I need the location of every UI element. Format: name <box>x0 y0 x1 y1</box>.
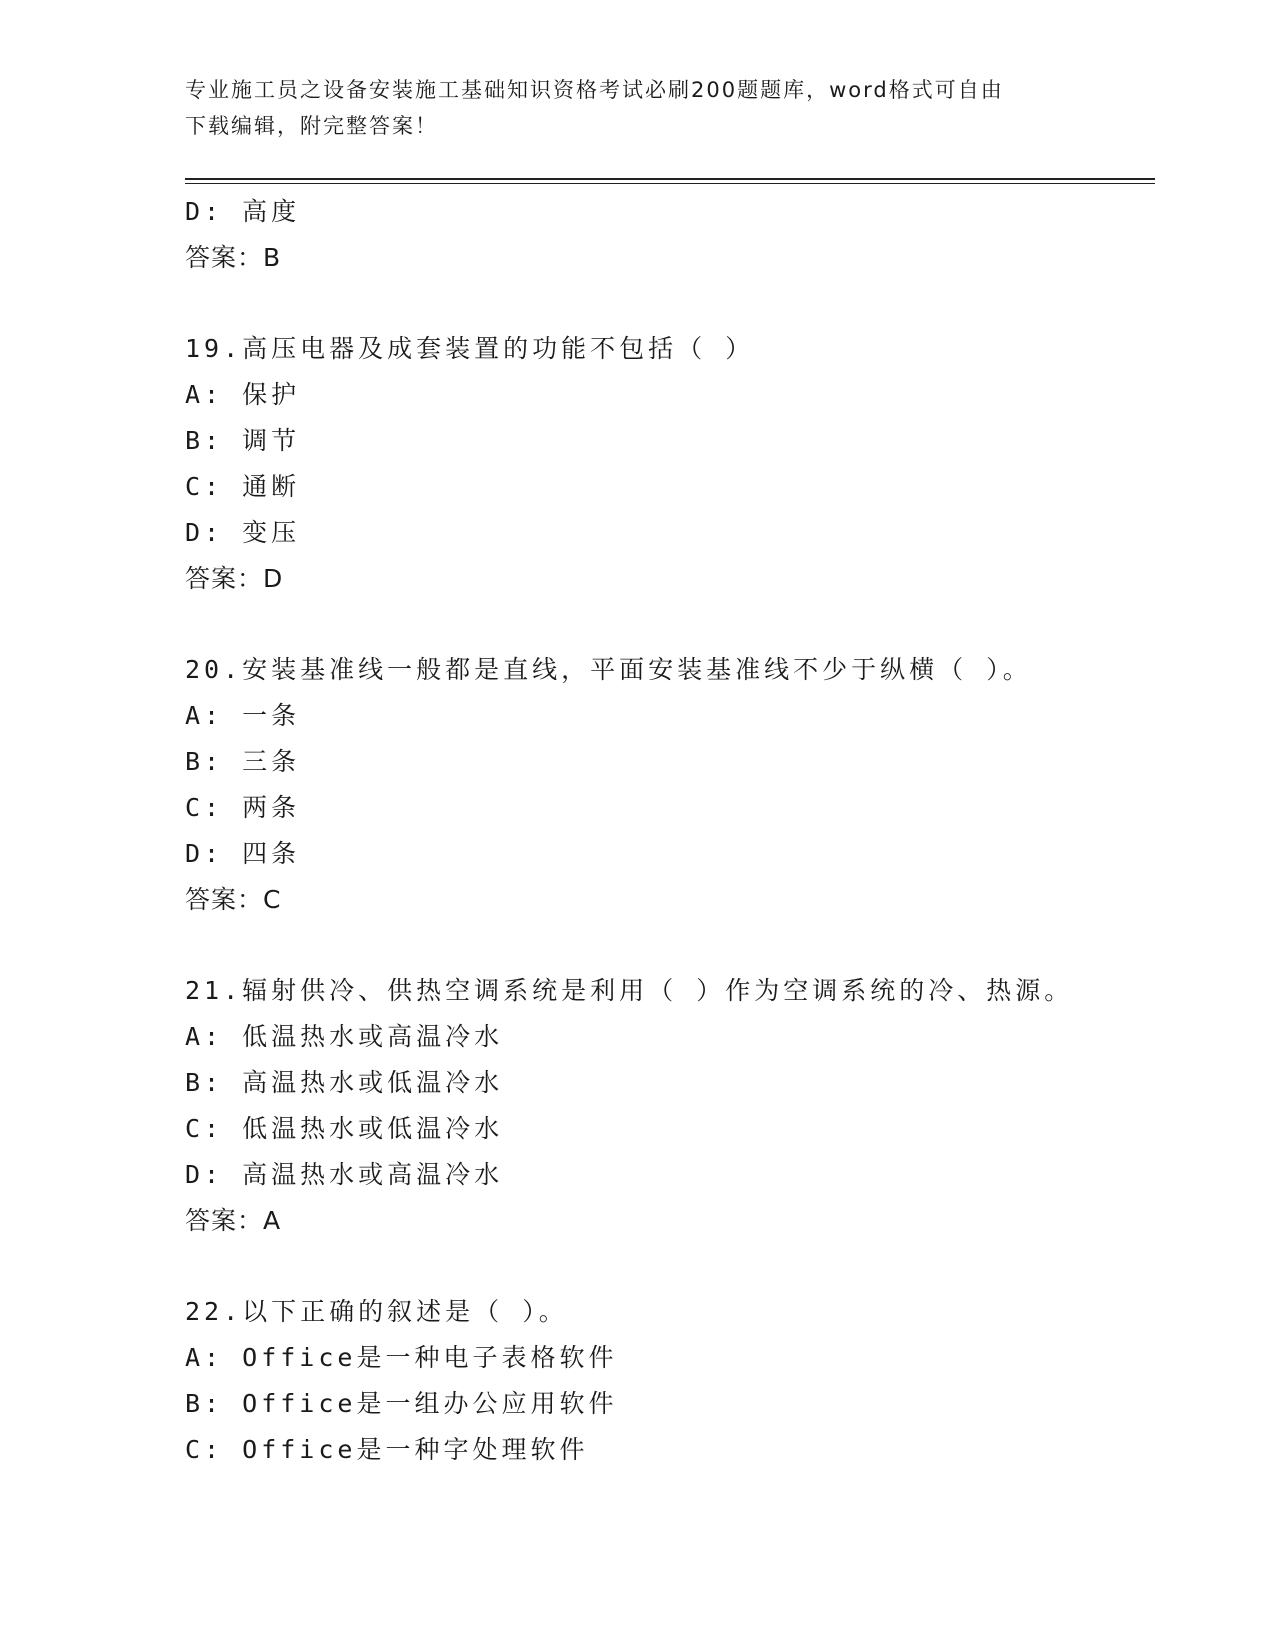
option-a: A: 低温热水或高温冷水 <box>185 1022 504 1051</box>
option-c: C: 两条 <box>185 793 301 822</box>
previous-question-option-d: D: 高度 <box>185 197 301 226</box>
option-d: D: 变压 <box>185 518 301 547</box>
question-stem: 21.辐射供冷、供热空调系统是利用（ ）作为空调系统的冷、热源。 <box>185 976 1074 1005</box>
header-divider-thick <box>185 178 1155 180</box>
header-divider-thin <box>185 183 1155 184</box>
document-header <box>185 72 1085 144</box>
option-a: A: 一条 <box>185 701 301 730</box>
option-b: B: 调节 <box>185 426 301 455</box>
answer: 答案：D <box>185 564 284 593</box>
option-c: C: 通断 <box>185 472 301 501</box>
question-gap <box>185 281 1145 326</box>
option-a: A: Office是一种电子表格软件 <box>185 1343 618 1372</box>
header-title-line-1: 专业施工员之设备安装施工基础知识资格考试必刷200题题库，word格式可自由 <box>185 78 1004 102</box>
option-b: B: 三条 <box>185 747 301 776</box>
option-b: B: Office是一组办公应用软件 <box>185 1389 618 1418</box>
question-22 <box>185 1289 1145 1473</box>
question-21 <box>185 968 1145 1289</box>
option-a: A: 保护 <box>185 380 301 409</box>
question-gap <box>185 923 1145 968</box>
question-gap <box>185 1244 1145 1289</box>
answer: 答案：C <box>185 885 282 914</box>
option-d: D: 高温热水或高温冷水 <box>185 1160 504 1189</box>
question-stem: 22.以下正确的叙述是（ ）。 <box>185 1297 568 1326</box>
header-title-line-2: 下载编辑，附完整答案！ <box>185 114 438 138</box>
question-20 <box>185 647 1145 968</box>
question-stem: 19.高压电器及成套装置的功能不包括（ ） <box>185 334 755 363</box>
question-list <box>185 189 1145 1473</box>
option-d: D: 四条 <box>185 839 301 868</box>
option-c: C: Office是一种字处理软件 <box>185 1435 589 1464</box>
previous-question-answer: 答案：B <box>185 243 282 272</box>
option-b: B: 高温热水或低温冷水 <box>185 1068 504 1097</box>
answer: 答案：A <box>185 1206 282 1235</box>
question-gap <box>185 602 1145 647</box>
question-19 <box>185 326 1145 647</box>
option-c: C: 低温热水或低温冷水 <box>185 1114 504 1143</box>
question-stem: 20.安装基准线一般都是直线，平面安装基准线不少于纵横（ ）。 <box>185 655 1032 684</box>
